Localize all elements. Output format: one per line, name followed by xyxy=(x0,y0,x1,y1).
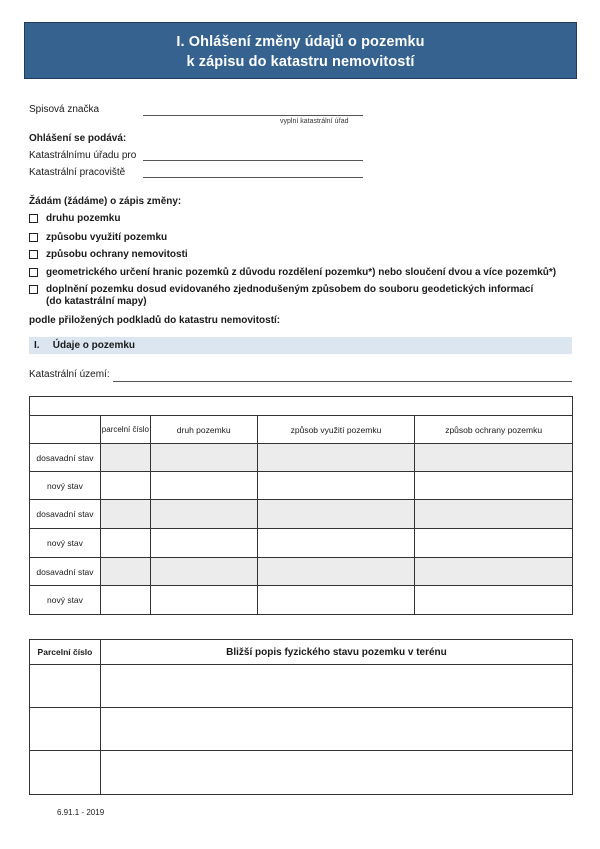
row-label: dosavadní stav xyxy=(30,500,101,529)
cell-input[interactable] xyxy=(257,500,415,529)
checkbox-vyuziti[interactable] xyxy=(29,233,38,242)
cell-input[interactable] xyxy=(257,586,415,615)
cell-input[interactable] xyxy=(100,751,572,795)
cell-input[interactable] xyxy=(257,472,415,500)
header-parcelni-cislo: parcelní číslo xyxy=(100,416,150,444)
form-title xyxy=(24,22,577,79)
parcel-table xyxy=(29,396,573,615)
table-row xyxy=(30,529,573,558)
cell-input[interactable] xyxy=(415,558,573,586)
header-popis: Bližší popis fyzického stavu pozemku v terénu xyxy=(100,640,572,665)
table-row xyxy=(30,708,573,751)
cell-input[interactable] xyxy=(415,472,573,500)
uzemi-field[interactable] xyxy=(113,381,572,382)
section-title: Údaje o pozemku xyxy=(52,340,136,351)
checkbox-ochrany[interactable] xyxy=(29,250,38,259)
table-row xyxy=(30,444,573,472)
podle-label: podle přiložených podkladů do katastru nemovitostí: xyxy=(29,315,281,326)
cell-input[interactable] xyxy=(150,529,257,558)
cell-input[interactable] xyxy=(150,472,257,500)
cell-input[interactable] xyxy=(415,444,573,472)
table-row xyxy=(30,751,573,795)
checkbox-druh[interactable] xyxy=(29,214,38,223)
header-vyuziti: způsob využití pozemku xyxy=(257,416,415,444)
table-row xyxy=(30,558,573,586)
urad-field[interactable] xyxy=(143,160,363,161)
row-label: dosavadní stav xyxy=(30,558,101,586)
cell-input[interactable] xyxy=(100,444,150,472)
option-label: doplnění pozemku dosud evidovaného zjednodušeným způsobem do souboru geodetických informací xyxy=(46,284,534,295)
cell-input[interactable] xyxy=(100,665,572,708)
cell-input[interactable] xyxy=(415,500,573,529)
cell-input[interactable] xyxy=(150,558,257,586)
row-label: nový stav xyxy=(30,586,101,615)
row-label: dosavadní stav xyxy=(30,444,101,472)
cell-input[interactable] xyxy=(100,472,150,500)
checkbox-doplneni[interactable] xyxy=(29,285,38,294)
form-title-line2: k zápisu do katastru nemovitostí xyxy=(186,54,415,70)
cell-input[interactable] xyxy=(257,444,415,472)
cell-input[interactable] xyxy=(100,500,150,529)
cell-input[interactable] xyxy=(100,586,150,615)
pracoviste-field[interactable] xyxy=(143,177,363,178)
header-ochrana: způsob ochrany pozemku xyxy=(415,416,573,444)
description-table xyxy=(29,639,573,795)
table-top-row xyxy=(30,397,573,416)
checkbox-geometricke[interactable] xyxy=(29,268,38,277)
cell-input[interactable] xyxy=(415,529,573,558)
cell-input[interactable] xyxy=(100,529,150,558)
cell-input[interactable] xyxy=(100,558,150,586)
spisova-label: Spisová značka xyxy=(29,104,100,115)
row-label: nový stav xyxy=(30,472,101,500)
cell-input[interactable] xyxy=(415,586,573,615)
cell-input[interactable] xyxy=(30,665,101,708)
cell-input[interactable] xyxy=(257,558,415,586)
section-udaje-o-pozemku xyxy=(29,337,572,354)
section-number: I. xyxy=(34,340,40,351)
header-empty xyxy=(30,416,101,444)
option-label: druhu pozemku xyxy=(46,213,121,224)
option-label: geometrického určení hranic pozemků z důvodu rozdělení pozemku*) nebo sloučení dvou a více pozemků*) xyxy=(46,267,557,278)
header-druh: druh pozemku xyxy=(150,416,257,444)
form-title-line1: I. Ohlášení změny údajů o pozemku xyxy=(176,34,425,50)
uzemi-label: Katastrální území: xyxy=(29,369,110,380)
option-label-cont: (do katastrální mapy) xyxy=(46,296,147,307)
table-row xyxy=(30,472,573,500)
row-label: nový stav xyxy=(30,529,101,558)
form-code: 6.91.1 - 2019 xyxy=(57,808,105,817)
cell-input[interactable] xyxy=(150,444,257,472)
spisova-field[interactable] xyxy=(143,115,363,116)
cell-input[interactable] xyxy=(30,708,101,751)
option-label: způsobu ochrany nemovitosti xyxy=(46,249,188,260)
header-parcelni-cislo-2: Parcelní číslo xyxy=(30,640,101,665)
table-row xyxy=(30,586,573,615)
zadam-label: Žádám (žádáme) o zápis změny: xyxy=(29,196,182,207)
table-row xyxy=(30,500,573,529)
cell-input[interactable] xyxy=(150,500,257,529)
ohlaseni-label: Ohlášení se podává: xyxy=(29,133,127,144)
cell-input[interactable] xyxy=(150,586,257,615)
cell-input[interactable] xyxy=(257,529,415,558)
urad-label: Katastrálnímu úřadu pro xyxy=(29,150,137,161)
pracoviste-label: Katastrální pracoviště xyxy=(29,167,126,178)
cell-input[interactable] xyxy=(100,708,572,751)
table-row xyxy=(30,665,573,708)
cell-input[interactable] xyxy=(30,751,101,795)
option-label: způsobu využití pozemku xyxy=(46,232,168,243)
spisova-note: vyplní katastrální úřad xyxy=(280,118,349,125)
